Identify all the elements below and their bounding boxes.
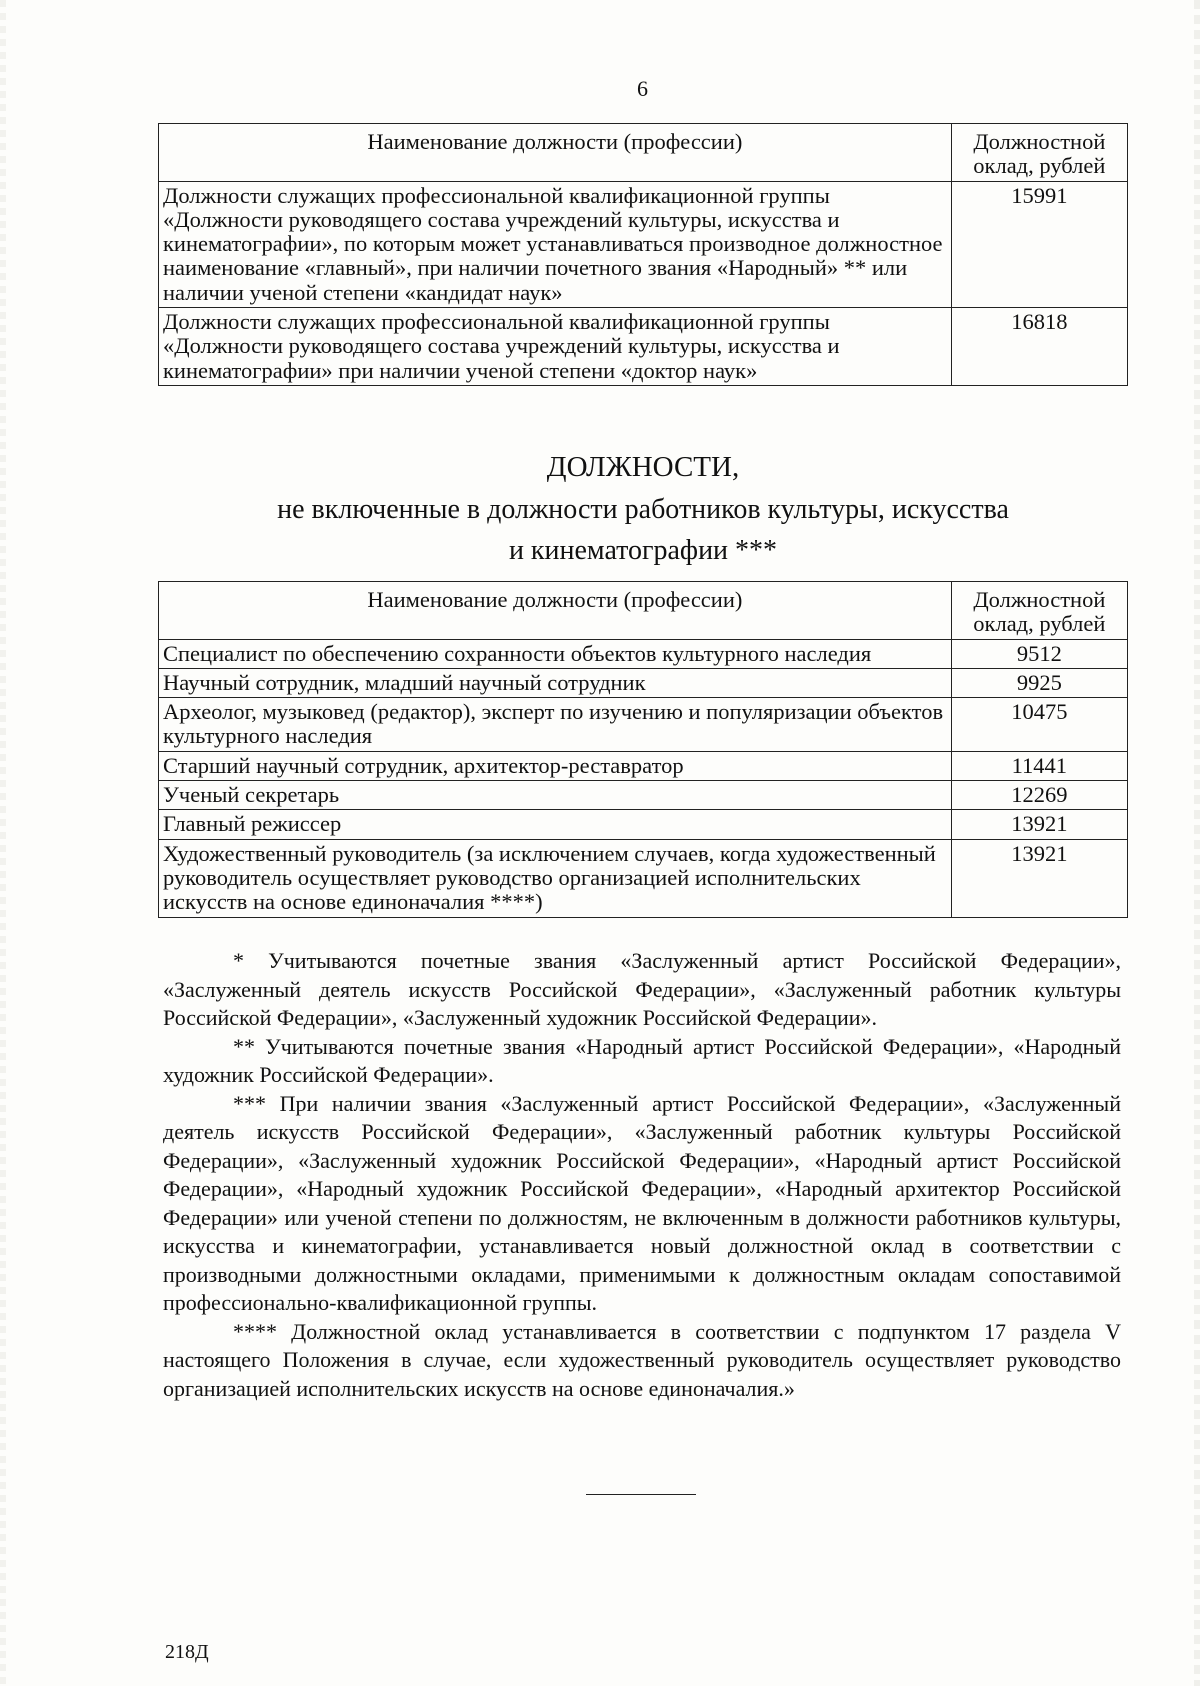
- section-title: ДОЛЖНОСТИ,: [546, 451, 740, 483]
- position-name: Старший научный сотрудник, архитектор-реставратор: [159, 751, 952, 780]
- salary-value: 9512: [951, 639, 1127, 668]
- footnotes: [163, 947, 1121, 1403]
- scan-edge-left: [0, 0, 6, 1686]
- table-row: [159, 698, 1128, 752]
- footnote-3: *** При наличии звания «Заслуженный артист Российской Федерации», «Заслуженный деятель искусств Российской Федерации», «Заслуженный работник культуры Российской Федерации», «Заслуженный художник Российской Федерации», «Народный артист Российской Федерации», «Народный художник Российской Федерации», «Народный архитектор Российской Федерации» или ученой степени по должностям, не включенным в должности работников культуры, искусства и кинематографии, устанавливается новый должностной оклад в соответствии с производными должностными окладами, применимыми к должностным окладам сопоставимой профессионально-квалификационной группы.: [163, 1090, 1121, 1315]
- table-row: [159, 781, 1128, 810]
- position-name: Ученый секретарь: [159, 781, 952, 810]
- table-header-row: [159, 582, 1128, 640]
- footnote-2: ** Учитываются почетные звания «Народный артист Российской Федерации», «Народный художник Российской Федерации».: [163, 1033, 1121, 1087]
- header-salary: Должностной оклад, рублей: [951, 124, 1127, 182]
- scan-edge-right: [1194, 0, 1200, 1686]
- salary-table-2: [158, 581, 1128, 918]
- position-name: Археолог, музыковед (редактор), эксперт по изучению и популяризации объектов культурного наследия: [159, 698, 952, 752]
- position-name: Главный режиссер: [159, 810, 952, 839]
- position-name: Специалист по обеспечению сохранности объектов культурного наследия: [159, 639, 952, 668]
- document-code: 218Д: [165, 1641, 209, 1663]
- header-position-name: Наименование должности (профессии): [159, 582, 952, 640]
- section-subtitle-line-1: не включенные в должности работников культуры, искусства: [277, 494, 1009, 525]
- salary-value: 16818: [951, 308, 1127, 386]
- header-position-name: Наименование должности (профессии): [159, 124, 952, 182]
- page-number: 6: [637, 76, 648, 101]
- position-name: Должности служащих профессиональной квалификационной группы «Должности руководящего состава учреждений культуры, искусства и кинематографии», по которым может устанавливаться производное должностное наименование «главный», при наличии почетного звания «Народный» ** или наличии ученой степени «кандидат наук»: [159, 181, 952, 307]
- salary-value: 15991: [951, 181, 1127, 307]
- position-name: Должности служащих профессиональной квалификационной группы «Должности руководящего состава учреждений культуры, искусства и кинематографии» при наличии ученой степени «доктор наук»: [159, 308, 952, 386]
- section-subtitle-line-2: и кинематографии ***: [508, 535, 778, 566]
- header-salary: Должностной оклад, рублей: [951, 582, 1127, 640]
- footnote-4: **** Должностной оклад устанавливается в соответствии с подпунктом 17 раздела V настоящего Положения в случае, если художественный руководитель осуществляет руководство организацией исполнительских искусств на основе единоначалия.»: [163, 1318, 1121, 1401]
- end-divider-line: [586, 1494, 696, 1495]
- table-row: [159, 181, 1128, 307]
- footnote-1: * Учитываются почетные звания «Заслуженный артист Российской Федерации», «Заслуженный деятель искусств Российской Федерации», «Заслуженный работник культуры Российской Федерации», «Заслуженный художник Российской Федерации».: [163, 948, 1121, 1030]
- table-header-row: [159, 124, 1128, 182]
- table-row: [159, 308, 1128, 386]
- salary-value: 10475: [951, 698, 1127, 752]
- table-row: [159, 668, 1128, 697]
- salary-table-1: [158, 123, 1128, 386]
- position-name: Научный сотрудник, младший научный сотрудник: [159, 668, 952, 697]
- table-row: [159, 751, 1128, 780]
- salary-value: 13921: [951, 839, 1127, 917]
- table-row: [159, 810, 1128, 839]
- salary-value: 11441: [951, 751, 1127, 780]
- position-name: Художественный руководитель (за исключением случаев, когда художественный руководитель осуществляет руководство организацией исполнительских искусств на основе единоначалия ****): [159, 839, 952, 917]
- salary-value: 13921: [951, 810, 1127, 839]
- salary-value: 12269: [951, 781, 1127, 810]
- salary-value: 9925: [951, 668, 1127, 697]
- table-row: [159, 639, 1128, 668]
- table-row: [159, 839, 1128, 917]
